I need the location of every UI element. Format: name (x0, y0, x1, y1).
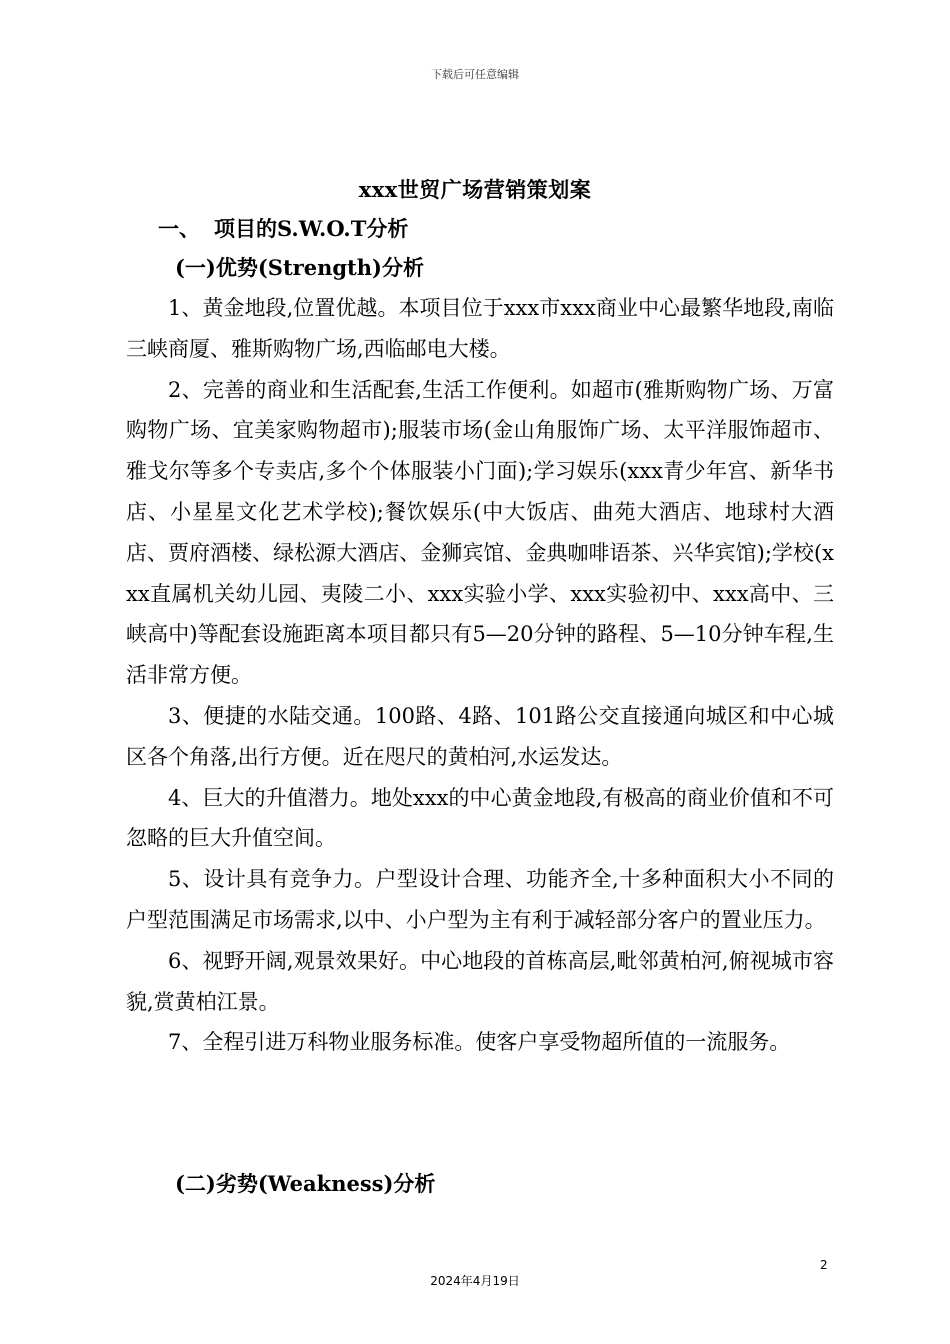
footer-date: 2024年4月19日 (430, 1274, 520, 1288)
paragraph-6: 6、视野开阔,观景效果好。中心地段的首栋高层,毗邻黄柏河,俯视城市容貌,赏黄柏江景。 (126, 948, 834, 1014)
body-text (126, 288, 834, 1063)
paragraph-3: 3、便捷的水陆交通。100路、4路、101路公交直接通向城区和中心城区各个角落,出行方便。近在咫尺的黄柏河,水运发达。 (126, 703, 834, 769)
page-number: 2 (820, 1258, 828, 1272)
paragraph-4: 4、巨大的升值潜力。地处xxx的中心黄金地段,有极高的商业价值和不可忽略的巨大升值空间。 (126, 785, 834, 851)
section-number: 一、 (158, 216, 200, 241)
section-heading-text: 项目的S.W.O.T分析 (214, 216, 409, 241)
section-heading (158, 213, 408, 243)
subsection-weakness-heading: (二)劣势(Weakness)分析 (175, 1171, 436, 1196)
page-title: xxx世贸广场营销策划案 (358, 177, 592, 202)
paragraph-1: 1、黄金地段,位置优越。本项目位于xxx市xxx商业中心最繁华地段,南临三峡商厦、雅斯购物广场,西临邮电大楼。 (126, 296, 834, 361)
paragraph-7: 7、全程引进万科物业服务标准。使客户享受物超所值的一流服务。 (168, 1030, 791, 1055)
paragraph-5: 5、设计具有竞争力。户型设计合理、功能齐全,十多种面积大小不同的户型范围满足市场需求,以中、小户型为主有利于减轻部分客户的置业压力。 (126, 867, 834, 932)
header-note: 下载后可任意编辑 (431, 68, 519, 81)
paragraph-2: 2、完善的商业和生活配套,生活工作便利。如超市(雅斯购物广场、万富购物广场、宜美家购物超市);服装市场(金山角服饰广场、太平洋服饰超市、雅戈尔等多个专卖店,多个个体服装小门面);学习娱乐(xxx青少年宫、新华书店、小星星文化艺术学校);餐饮娱乐(中大饭店、曲苑大酒店、地球村大酒店、贾府酒楼、绿松源大酒店、金狮宾馆、金典咖啡语茶、兴华宾馆);学校(xxx直属机关幼儿园、夷陵二小、xxx实验小学、xxx实验初中、xxx高中、三峡高中)等配套设施距离本项目都只有5—20分钟的路程、5—10分钟车程,生活非常方便。 (126, 377, 834, 688)
subsection-strength-heading: (一)优势(Strength)分析 (175, 255, 424, 280)
